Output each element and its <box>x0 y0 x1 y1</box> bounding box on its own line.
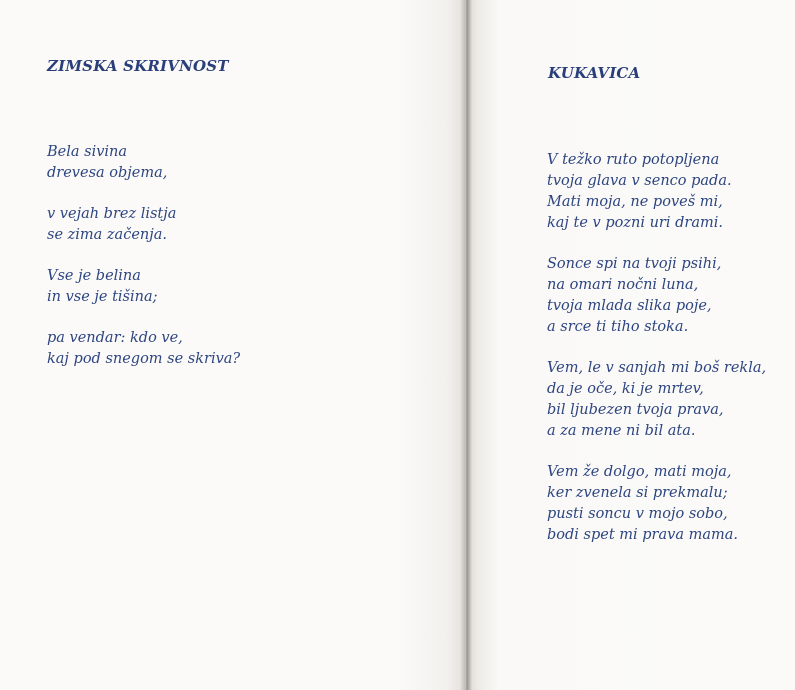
right-poem <box>547 150 766 566</box>
right-poem-title: KUKAVICA <box>548 64 641 82</box>
stanza <box>47 328 240 370</box>
poem-line: kaj te v pozni uri drami. <box>547 215 723 231</box>
poem-line: a srce ti tiho stoka. <box>547 319 689 335</box>
poem-line: drevesa objema, <box>47 165 168 181</box>
poem-line: Vem že dolgo, mati moja, <box>547 464 732 480</box>
poem-line: tvoja mlada slika poje, <box>547 298 712 314</box>
poem-line: a za mene ni bil ata. <box>547 423 696 439</box>
poem-line: Vem, le v sanjah mi boš rekla, <box>547 360 767 376</box>
poem-line: v vejah brez listja <box>47 206 177 222</box>
stanza <box>47 266 240 308</box>
stanza <box>547 462 766 546</box>
poem-line: in vse je tišina; <box>47 289 158 305</box>
poem-line: Vse je belina <box>47 268 141 284</box>
stanza <box>547 358 766 442</box>
poem-line: Mati moja, ne poveš mi, <box>547 194 723 210</box>
left-poem-title: ZIMSKA SKRIVNOST <box>47 57 229 75</box>
poem-line: ker zvenela si prekmalu; <box>547 485 728 501</box>
poem-line: Sonce spi na tvoji psihi, <box>547 256 722 272</box>
poem-line: bodi spet mi prava mama. <box>547 527 738 543</box>
poem-line: bil ljubezen tvoja prava, <box>547 402 724 418</box>
poem-line: tvoja glava v senco pada. <box>547 173 732 189</box>
book-gutter <box>460 0 472 690</box>
poem-line: pusti soncu v mojo sobo, <box>547 506 728 522</box>
poem-line: na omari nočni luna, <box>547 277 699 293</box>
stanza <box>47 204 240 246</box>
stanza <box>547 150 766 234</box>
poem-line: pa vendar: kdo ve, <box>47 330 183 346</box>
left-poem <box>47 142 240 390</box>
poem-line: se zima začenja. <box>47 227 167 243</box>
poem-line: kaj pod snegom se skriva? <box>47 351 241 367</box>
poem-line: V težko ruto potopljena <box>547 152 720 168</box>
stanza <box>547 254 766 338</box>
stanza <box>47 142 240 184</box>
poem-line: Bela sivina <box>47 144 128 160</box>
poem-line: da je oče, ki je mrtev, <box>547 381 704 397</box>
